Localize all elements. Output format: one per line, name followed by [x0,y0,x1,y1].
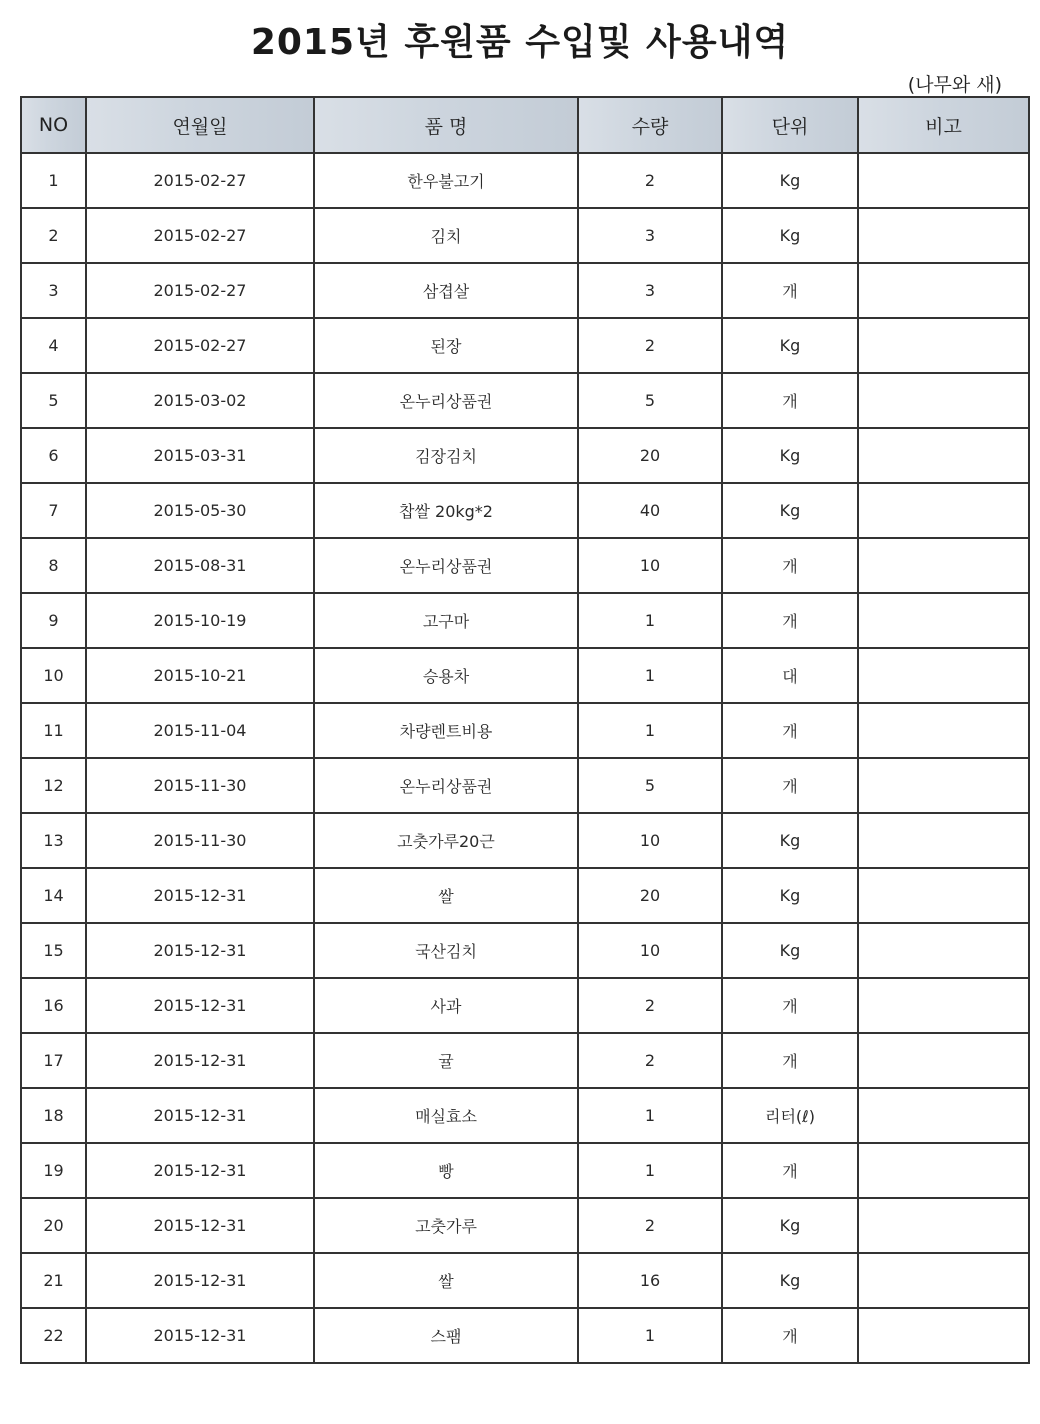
cell-unit: 개 [722,703,858,758]
cell-date: 2015-05-30 [86,483,314,538]
cell-no: 16 [21,978,86,1033]
cell-qty: 10 [578,923,722,978]
cell-item: 쌀 [314,868,578,923]
table-row [21,1308,1029,1363]
cell-no: 20 [21,1198,86,1253]
cell-note [858,648,1029,703]
cell-item: 사과 [314,978,578,1033]
table-row [21,978,1029,1033]
page-title: 2015년 후원품 수입및 사용내역 [250,22,790,63]
cell-no: 18 [21,1088,86,1143]
column-header-note: 비고 [858,97,1029,153]
cell-note [858,208,1029,263]
cell-qty: 1 [578,593,722,648]
cell-note [858,318,1029,373]
cell-unit: 개 [722,1033,858,1088]
cell-item: 귤 [314,1033,578,1088]
cell-no: 10 [21,648,86,703]
cell-qty: 16 [578,1253,722,1308]
cell-unit: Kg [722,153,858,208]
cell-date: 2015-12-31 [86,1033,314,1088]
cell-unit: Kg [722,318,858,373]
cell-note [858,1033,1029,1088]
cell-item: 차량렌트비용 [314,703,578,758]
cell-qty: 20 [578,868,722,923]
cell-item: 승용차 [314,648,578,703]
column-header-item: 품 명 [314,97,578,153]
cell-date: 2015-03-02 [86,373,314,428]
cell-date: 2015-12-31 [86,1253,314,1308]
cell-qty: 2 [578,1198,722,1253]
cell-item: 찹쌀 20kg*2 [314,483,578,538]
cell-date: 2015-02-27 [86,153,314,208]
cell-qty: 3 [578,263,722,318]
cell-note [858,703,1029,758]
table-row [21,703,1029,758]
cell-note [858,483,1029,538]
table-row [21,923,1029,978]
cell-unit: Kg [722,483,858,538]
cell-note [858,153,1029,208]
table-row [21,373,1029,428]
table-row [21,1033,1029,1088]
cell-item: 매실효소 [314,1088,578,1143]
cell-note [858,593,1029,648]
cell-qty: 10 [578,538,722,593]
cell-item: 스팸 [314,1308,578,1363]
column-header-date: 연월일 [86,97,314,153]
table-row [21,1198,1029,1253]
cell-date: 2015-03-31 [86,428,314,483]
cell-unit: 대 [722,648,858,703]
cell-qty: 2 [578,978,722,1033]
cell-qty: 1 [578,1143,722,1198]
cell-unit: 개 [722,263,858,318]
cell-no: 13 [21,813,86,868]
cell-note [858,538,1029,593]
cell-note [858,1088,1029,1143]
cell-note [858,1143,1029,1198]
cell-note [858,868,1029,923]
table-row [21,208,1029,263]
cell-date: 2015-12-31 [86,1143,314,1198]
table-row [21,648,1029,703]
cell-no: 1 [21,153,86,208]
cell-no: 15 [21,923,86,978]
table-row [21,153,1029,208]
cell-no: 9 [21,593,86,648]
cell-date: 2015-02-27 [86,263,314,318]
cell-date: 2015-10-21 [86,648,314,703]
table-row [21,868,1029,923]
header-row [21,97,1029,153]
cell-unit: Kg [722,813,858,868]
cell-item: 김장김치 [314,428,578,483]
cell-unit: Kg [722,428,858,483]
cell-qty: 3 [578,208,722,263]
cell-qty: 1 [578,1308,722,1363]
cell-no: 21 [21,1253,86,1308]
cell-qty: 2 [578,153,722,208]
cell-unit: Kg [722,868,858,923]
cell-no: 8 [21,538,86,593]
cell-item: 온누리상품권 [314,758,578,813]
cell-date: 2015-12-31 [86,923,314,978]
cell-no: 12 [21,758,86,813]
cell-date: 2015-12-31 [86,1198,314,1253]
cell-no: 6 [21,428,86,483]
cell-unit: 개 [722,978,858,1033]
column-header-unit: 단위 [722,97,858,153]
cell-item: 국산김치 [314,923,578,978]
table-body [21,153,1029,1363]
cell-date: 2015-02-27 [86,318,314,373]
column-header-no: NO [21,97,86,153]
cell-item: 온누리상품권 [314,538,578,593]
cell-qty: 1 [578,1088,722,1143]
cell-date: 2015-12-31 [86,1308,314,1363]
cell-date: 2015-11-30 [86,813,314,868]
cell-no: 17 [21,1033,86,1088]
cell-item: 한우불고기 [314,153,578,208]
table-row [21,318,1029,373]
table-row [21,593,1029,648]
cell-date: 2015-11-04 [86,703,314,758]
cell-note [858,758,1029,813]
cell-no: 19 [21,1143,86,1198]
column-header-qty: 수량 [578,97,722,153]
cell-note [858,978,1029,1033]
cell-no: 3 [21,263,86,318]
cell-unit: Kg [722,1253,858,1308]
cell-no: 4 [21,318,86,373]
cell-no: 5 [21,373,86,428]
cell-unit: Kg [722,923,858,978]
cell-qty: 2 [578,1033,722,1088]
table-row [21,428,1029,483]
table-row [21,1143,1029,1198]
cell-item: 쌀 [314,1253,578,1308]
cell-qty: 1 [578,648,722,703]
table-row [21,1253,1029,1308]
table-row [21,538,1029,593]
cell-note [858,923,1029,978]
cell-unit: 개 [722,758,858,813]
cell-note [858,263,1029,318]
cell-date: 2015-10-19 [86,593,314,648]
cell-no: 2 [21,208,86,263]
cell-item: 온누리상품권 [314,373,578,428]
cell-unit: Kg [722,208,858,263]
table-header [21,97,1029,153]
cell-item: 빵 [314,1143,578,1198]
table-row [21,1088,1029,1143]
cell-unit: 개 [722,373,858,428]
cell-unit: 개 [722,593,858,648]
table-row [21,483,1029,538]
cell-date: 2015-12-31 [86,868,314,923]
donation-table [20,96,1030,1364]
cell-qty: 20 [578,428,722,483]
cell-qty: 1 [578,703,722,758]
cell-qty: 10 [578,813,722,868]
cell-note [858,1308,1029,1363]
cell-item: 된장 [314,318,578,373]
cell-item: 고춧가루20근 [314,813,578,868]
cell-date: 2015-08-31 [86,538,314,593]
cell-no: 14 [21,868,86,923]
cell-note [858,813,1029,868]
cell-unit: Kg [722,1198,858,1253]
cell-date: 2015-02-27 [86,208,314,263]
cell-note [858,1198,1029,1253]
cell-note [858,373,1029,428]
cell-no: 11 [21,703,86,758]
cell-date: 2015-12-31 [86,1088,314,1143]
cell-note [858,1253,1029,1308]
cell-no: 7 [21,483,86,538]
cell-unit: 개 [722,1143,858,1198]
table-row [21,263,1029,318]
cell-item: 고구마 [314,593,578,648]
cell-item: 김치 [314,208,578,263]
cell-no: 22 [21,1308,86,1363]
cell-qty: 5 [578,758,722,813]
organization-label: (나무와 새) [907,74,1002,96]
cell-qty: 5 [578,373,722,428]
cell-qty: 2 [578,318,722,373]
table-row [21,758,1029,813]
table-row [21,813,1029,868]
cell-item: 고춧가루 [314,1198,578,1253]
cell-unit: 개 [722,1308,858,1363]
cell-qty: 40 [578,483,722,538]
cell-unit: 개 [722,538,858,593]
cell-date: 2015-12-31 [86,978,314,1033]
cell-item: 삼겹살 [314,263,578,318]
cell-unit: 리터(ℓ) [722,1088,858,1143]
cell-date: 2015-11-30 [86,758,314,813]
cell-note [858,428,1029,483]
